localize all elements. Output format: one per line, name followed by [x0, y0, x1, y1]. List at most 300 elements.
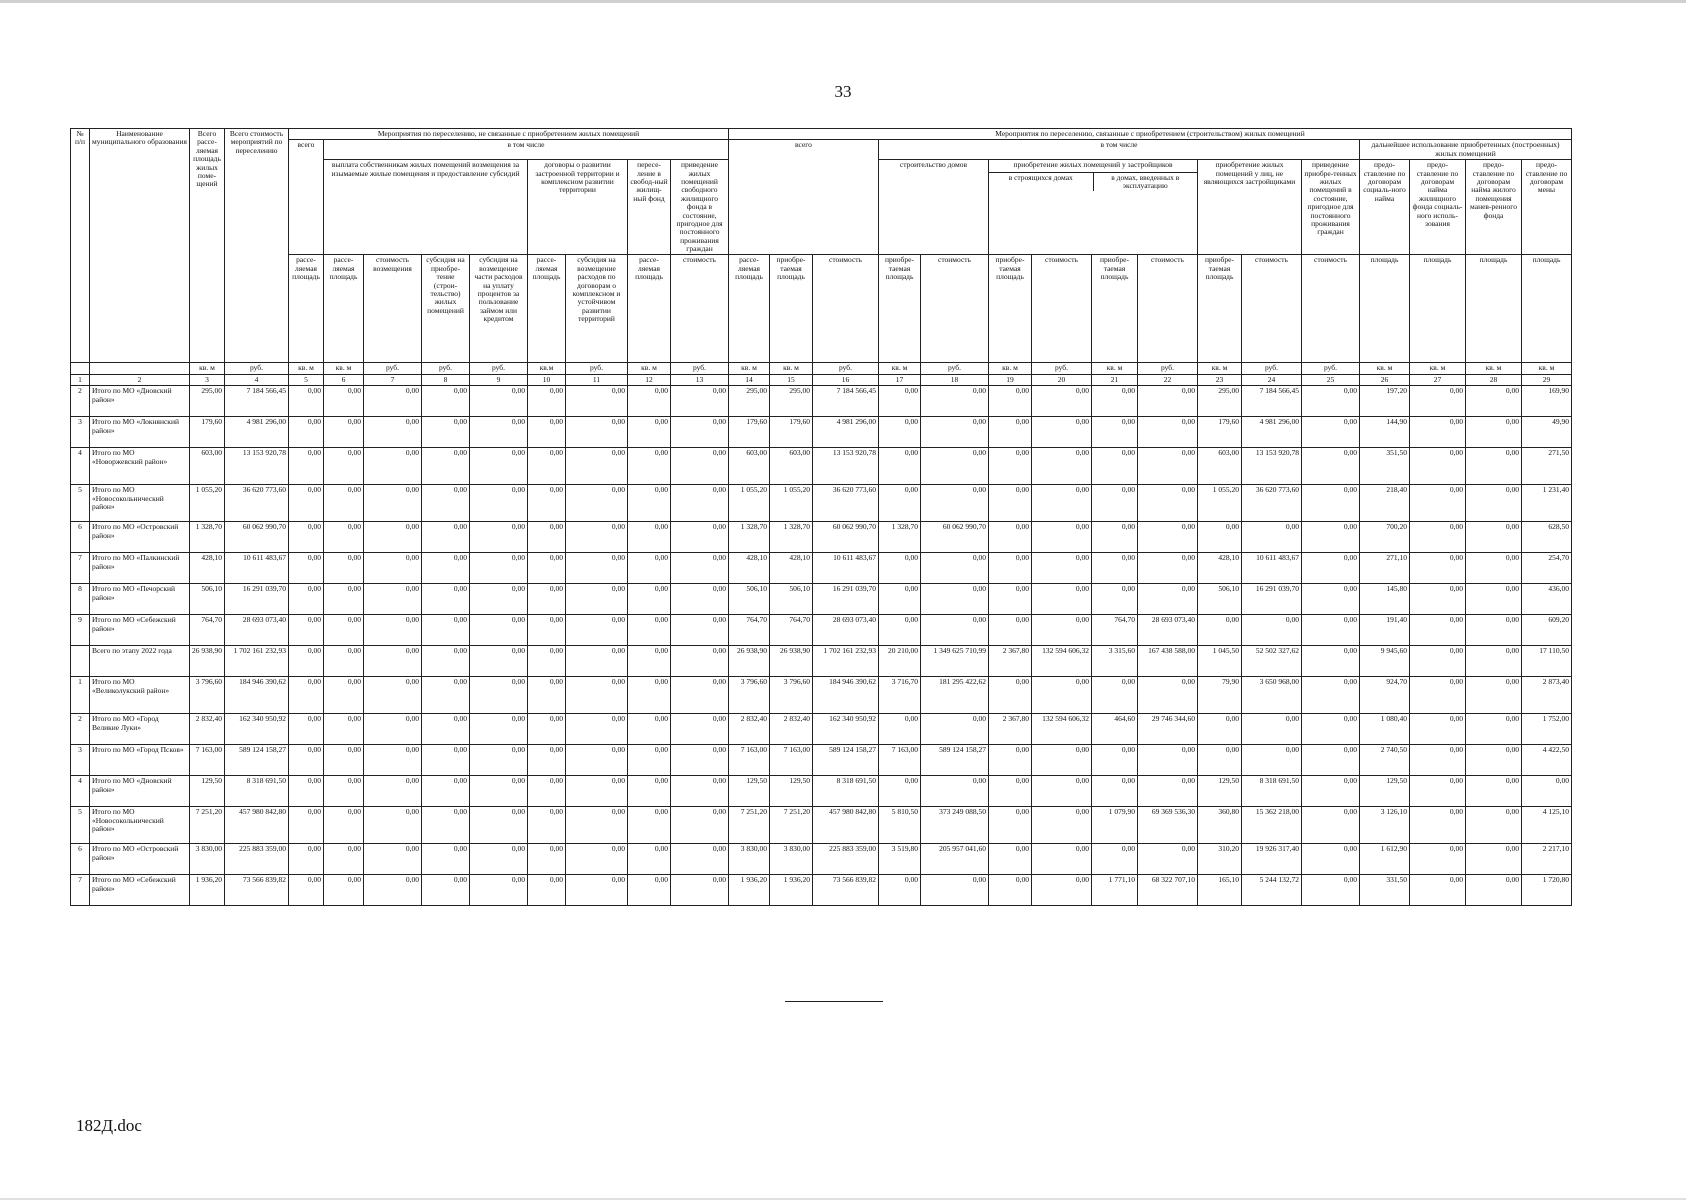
table-cell: 0,00: [1302, 386, 1360, 417]
table-cell: 0,00: [1302, 448, 1360, 485]
table-cell: 1 702 161 232,93: [813, 646, 879, 677]
table-cell: 0,00: [422, 615, 470, 646]
table-cell: 0,00: [1466, 584, 1522, 615]
header-bring-acquired: приведение приобре-тенных жилых помещений в состояние, пригодное для постоянного проживания граждан: [1302, 160, 1360, 255]
table-cell: 428,10: [729, 553, 770, 584]
table-cell: 0,00: [1410, 417, 1466, 448]
table-row: [71, 386, 1572, 417]
table-cell: 457 980 842,80: [813, 807, 879, 844]
column-number: 25: [1302, 374, 1360, 385]
table-cell: 0,00: [289, 553, 324, 584]
table-cell: 1 328,70: [729, 522, 770, 553]
table-row: [71, 714, 1572, 745]
table-cell: 0,00: [1466, 844, 1522, 875]
table-cell: 0,00: [470, 646, 528, 677]
table-cell: 79,90: [1198, 677, 1242, 714]
header-construction: строительство домов: [879, 160, 989, 255]
table-cell: 7 251,20: [729, 807, 770, 844]
table-row: [71, 646, 1572, 677]
table-cell: 0,00: [566, 807, 628, 844]
table-cell: 0,00: [989, 553, 1032, 584]
table-cell: 0,00: [1242, 615, 1302, 646]
table-cell: 0,00: [671, 615, 729, 646]
table-cell: 0,00: [989, 615, 1032, 646]
table-cell: 295,00: [729, 386, 770, 417]
header-vsego-acq: всего: [729, 140, 879, 255]
table-cell: 0,00: [1242, 745, 1302, 776]
table-cell: 2 832,40: [770, 714, 813, 745]
table-cell: 0,00: [422, 448, 470, 485]
table-cell: 8 318 691,50: [1242, 776, 1302, 807]
table-cell: 0,00: [566, 386, 628, 417]
table-row: [71, 615, 1572, 646]
units-row: [71, 363, 1572, 374]
table-cell: 0,00: [528, 807, 566, 844]
table-cell: 8 318 691,50: [813, 776, 879, 807]
column-number: 27: [1410, 374, 1466, 385]
table-cell: 4 981 296,00: [813, 417, 879, 448]
table-cell: 0,00: [879, 776, 921, 807]
column-number: 24: [1242, 374, 1302, 385]
table-cell: 2 832,40: [729, 714, 770, 745]
table-cell: 428,10: [1198, 553, 1242, 584]
table-cell: 0,00: [364, 844, 422, 875]
table-cell: 0,00: [989, 584, 1032, 615]
table-cell: 73 566 839,82: [813, 875, 879, 906]
header-c17: приобре-таемая площадь: [879, 255, 921, 363]
column-number: 19: [989, 374, 1032, 385]
table-cell: 0,00: [364, 646, 422, 677]
unit-cell: кв.м: [528, 363, 566, 374]
table-cell: 1 079,90: [1092, 807, 1138, 844]
table-cell: 0,00: [1032, 417, 1092, 448]
header-c26: площадь: [1360, 255, 1410, 363]
column-number: 5: [289, 374, 324, 385]
unit-cell: кв. м: [1092, 363, 1138, 374]
table-cell: 69 369 536,30: [1138, 807, 1198, 844]
table-cell: 0,00: [879, 386, 921, 417]
table-cell: 1 936,20: [729, 875, 770, 906]
unit-cell: кв. м: [1360, 363, 1410, 374]
table-cell: 0,00: [364, 807, 422, 844]
table-cell: 0,00: [1138, 553, 1198, 584]
table-cell: 0,00: [324, 714, 364, 745]
table-cell: 0,00: [1410, 615, 1466, 646]
column-number: 6: [324, 374, 364, 385]
table-cell: 0,00: [989, 875, 1032, 906]
unit-cell: руб.: [813, 363, 879, 374]
row-name: Итого по МО «Великолукский район»: [90, 677, 190, 714]
table-cell: 0,00: [470, 448, 528, 485]
table-cell: 0,00: [566, 646, 628, 677]
unit-cell: руб.: [1032, 363, 1092, 374]
column-number: 17: [879, 374, 921, 385]
table-cell: 764,70: [729, 615, 770, 646]
table-cell: 162 340 950,92: [225, 714, 289, 745]
table-cell: 0,00: [1032, 615, 1092, 646]
table-cell: 0,00: [1138, 448, 1198, 485]
table-cell: 0,00: [1410, 386, 1466, 417]
table-cell: 13 153 920,78: [813, 448, 879, 485]
table-cell: 0,00: [1302, 807, 1360, 844]
table-cell: 0,00: [422, 386, 470, 417]
column-number: 11: [566, 374, 628, 385]
header-c29: площадь: [1522, 255, 1572, 363]
table-cell: 0,00: [1410, 844, 1466, 875]
header-c11: субсидия на возмещение расходов по договорам о комплексном и устойчивом развитии территорий: [566, 255, 628, 363]
table-cell: 0,00: [1032, 776, 1092, 807]
table-cell: 360,80: [1198, 807, 1242, 844]
unit-cell: кв. м: [1522, 363, 1572, 374]
table-cell: 0,00: [422, 553, 470, 584]
table-cell: 184 946 390,62: [225, 677, 289, 714]
table-cell: 0,00: [1466, 677, 1522, 714]
header-name: Наименование муниципального образования: [90, 129, 190, 363]
table-cell: 0,00: [528, 844, 566, 875]
unit-cell: руб.: [225, 363, 289, 374]
table-cell: 0,00: [628, 485, 671, 522]
table-cell: 3 796,60: [729, 677, 770, 714]
table-cell: 0,00: [879, 485, 921, 522]
table-row: [71, 485, 1572, 522]
row-number: 4: [71, 776, 90, 807]
row-number: 4: [71, 448, 90, 485]
table-cell: 13 153 920,78: [1242, 448, 1302, 485]
table-cell: 0,00: [1092, 844, 1138, 875]
table-cell: 3 796,60: [770, 677, 813, 714]
table-cell: 603,00: [190, 448, 225, 485]
header-c14: рассе-ляемая площадь: [729, 255, 770, 363]
table-cell: 0,00: [671, 522, 729, 553]
table-cell: 0,00: [324, 807, 364, 844]
table-cell: 0,00: [1466, 615, 1522, 646]
table-cell: 3 830,00: [190, 844, 225, 875]
table-cell: 1 055,20: [729, 485, 770, 522]
table-cell: 603,00: [770, 448, 813, 485]
table-cell: 0,00: [1302, 875, 1360, 906]
table-cell: 0,00: [1522, 776, 1572, 807]
table-cell: 0,00: [1466, 553, 1522, 584]
row-name: Итого по МО «Островский район»: [90, 522, 190, 553]
table-cell: 60 062 990,70: [225, 522, 289, 553]
table-cell: 0,00: [1198, 745, 1242, 776]
table-cell: 0,00: [364, 714, 422, 745]
row-name: Итого по МО «Город Псков»: [90, 745, 190, 776]
table-cell: 218,40: [1360, 485, 1410, 522]
unit-cell: руб.: [921, 363, 989, 374]
table-cell: 0,00: [671, 875, 729, 906]
header-further-use: дальнейшее использование приобретенных (построенных) жилых помещений: [1360, 140, 1572, 160]
table-cell: 271,10: [1360, 553, 1410, 584]
table-cell: 589 124 158,27: [813, 745, 879, 776]
unit-cell: руб.: [1242, 363, 1302, 374]
table-cell: 0,00: [528, 448, 566, 485]
table-cell: 0,00: [324, 584, 364, 615]
table-cell: 17 110,50: [1522, 646, 1572, 677]
unit-cell: кв. м: [1198, 363, 1242, 374]
row-name: Итого по МО «Новоржевский район»: [90, 448, 190, 485]
table-cell: 36 620 773,60: [813, 485, 879, 522]
table-cell: 351,50: [1360, 448, 1410, 485]
table-cell: 10 611 483,67: [813, 553, 879, 584]
table-cell: 0,00: [1466, 646, 1522, 677]
table-cell: 0,00: [364, 386, 422, 417]
table-cell: 60 062 990,70: [813, 522, 879, 553]
table-cell: 0,00: [528, 646, 566, 677]
table-cell: 129,50: [1360, 776, 1410, 807]
table-cell: 144,90: [1360, 417, 1410, 448]
table-cell: 0,00: [1092, 677, 1138, 714]
table-cell: 0,00: [566, 745, 628, 776]
row-number: 3: [71, 417, 90, 448]
table-cell: 0,00: [289, 844, 324, 875]
header-area-total: Всего рассе-ляемая площадь жилых поме-щений: [190, 129, 225, 363]
footer-file-name: 182Д.doc: [76, 1116, 142, 1135]
table-cell: 3 796,60: [190, 677, 225, 714]
table-cell: 0,00: [566, 776, 628, 807]
table-cell: 506,10: [1198, 584, 1242, 615]
table-cell: 0,00: [879, 417, 921, 448]
table-cell: 0,00: [1466, 448, 1522, 485]
table-cell: 0,00: [921, 615, 989, 646]
table-cell: 1 936,20: [770, 875, 813, 906]
table-cell: 0,00: [1032, 386, 1092, 417]
table-cell: 0,00: [470, 776, 528, 807]
header-c27: площадь: [1410, 255, 1466, 363]
column-number: 26: [1360, 374, 1410, 385]
table-cell: 0,00: [1410, 485, 1466, 522]
table-row: [71, 448, 1572, 485]
table-cell: 0,00: [671, 485, 729, 522]
table-cell: 0,00: [566, 615, 628, 646]
table-cell: 0,00: [671, 448, 729, 485]
row-number: 9: [71, 615, 90, 646]
table-cell: 7 184 566,45: [1242, 386, 1302, 417]
table-cell: 0,00: [364, 448, 422, 485]
table-cell: 3 315,60: [1092, 646, 1138, 677]
table-cell: 0,00: [921, 776, 989, 807]
resettlement-table: [70, 128, 1572, 906]
table-cell: 0,00: [1138, 417, 1198, 448]
table-cell: 0,00: [566, 522, 628, 553]
table-cell: 0,00: [1302, 844, 1360, 875]
table-cell: 2 367,80: [989, 714, 1032, 745]
table-cell: 0,00: [1138, 386, 1198, 417]
table-cell: 0,00: [289, 584, 324, 615]
table-cell: 0,00: [1032, 584, 1092, 615]
table-cell: 0,00: [289, 615, 324, 646]
header-group-acquisition: Мероприятия по переселению, связанные с приобретением (строительством) жилых помещений: [729, 129, 1572, 140]
table-cell: 0,00: [1302, 553, 1360, 584]
table-cell: 0,00: [921, 485, 989, 522]
table-cell: 9 945,60: [1360, 646, 1410, 677]
table-cell: 0,00: [289, 745, 324, 776]
column-number: 15: [770, 374, 813, 385]
table-cell: 0,00: [1466, 745, 1522, 776]
table-cell: 0,00: [422, 745, 470, 776]
table-cell: 1 752,00: [1522, 714, 1572, 745]
table-cell: 0,00: [1138, 844, 1198, 875]
table-cell: 0,00: [1410, 553, 1466, 584]
table-header: [71, 129, 1572, 386]
table-cell: 0,00: [422, 522, 470, 553]
table-cell: 1 349 625 710,99: [921, 646, 989, 677]
table-cell: 0,00: [1302, 745, 1360, 776]
header-c9: субсидия на возмещение части расходов на уплату процентов за пользование займом или кредитом: [470, 255, 528, 363]
header-acq-developers-label: приобретение жилых помещений у застройщиков: [1013, 160, 1173, 170]
table-cell: 0,00: [422, 875, 470, 906]
table-cell: 0,00: [364, 417, 422, 448]
table-cell: 0,00: [989, 417, 1032, 448]
table-cell: 10 611 483,67: [1242, 553, 1302, 584]
row-number: 5: [71, 807, 90, 844]
table-cell: 0,00: [528, 386, 566, 417]
table-cell: 0,00: [628, 646, 671, 677]
header-c5: рассе-ляемая площадь: [289, 255, 324, 363]
table-cell: 506,10: [729, 584, 770, 615]
table-cell: 169,90: [1522, 386, 1572, 417]
table-cell: 0,00: [1032, 448, 1092, 485]
column-number: 13: [671, 374, 729, 385]
table-cell: 3 830,00: [770, 844, 813, 875]
table-cell: 0,00: [470, 553, 528, 584]
column-number: 8: [422, 374, 470, 385]
table-cell: 0,00: [1138, 776, 1198, 807]
table-cell: 0,00: [324, 646, 364, 677]
table-cell: 0,00: [921, 584, 989, 615]
table-cell: 0,00: [628, 875, 671, 906]
table-cell: 4 422,50: [1522, 745, 1572, 776]
table-cell: 179,60: [190, 417, 225, 448]
table-body: [71, 386, 1572, 906]
row-number: 3: [71, 745, 90, 776]
table-cell: 19 926 317,40: [1242, 844, 1302, 875]
table-cell: 49,90: [1522, 417, 1572, 448]
table-cell: 0,00: [671, 646, 729, 677]
table-cell: 13 153 920,78: [225, 448, 289, 485]
table-cell: 0,00: [324, 776, 364, 807]
table-cell: 0,00: [671, 776, 729, 807]
table-cell: 0,00: [671, 677, 729, 714]
table-cell: 2 217,10: [1522, 844, 1572, 875]
header-no: № п/п: [71, 129, 90, 363]
table-cell: 129,50: [729, 776, 770, 807]
table-cell: 0,00: [528, 615, 566, 646]
table-cell: 15 362 218,00: [1242, 807, 1302, 844]
unit-cell: руб.: [1138, 363, 1198, 374]
table-cell: 0,00: [1092, 553, 1138, 584]
table-cell: 0,00: [528, 553, 566, 584]
table-cell: 1 328,70: [879, 522, 921, 553]
header-c10: рассе-ляемая площадь: [528, 255, 566, 363]
table-row: [71, 677, 1572, 714]
column-number: 4: [225, 374, 289, 385]
table-cell: 132 594 606,32: [1032, 714, 1092, 745]
header-in-that-acq: в том числе: [879, 140, 1360, 160]
column-number: 1: [71, 374, 90, 385]
header-contracts: договоры о развитии застроенной территории и комплексном развитии территории: [528, 160, 628, 255]
table-cell: 179,60: [729, 417, 770, 448]
row-name: Итого по МО «Дновский район»: [90, 776, 190, 807]
table-cell: 0,00: [1466, 776, 1522, 807]
table-cell: 0,00: [921, 714, 989, 745]
row-number: 5: [71, 485, 90, 522]
table-cell: 0,00: [1198, 615, 1242, 646]
table-cell: 0,00: [364, 875, 422, 906]
table-cell: 145,80: [1360, 584, 1410, 615]
table-cell: 0,00: [364, 485, 422, 522]
table-cell: 0,00: [566, 553, 628, 584]
table-cell: 0,00: [324, 615, 364, 646]
row-number: 2: [71, 714, 90, 745]
table-cell: 0,00: [921, 448, 989, 485]
table-cell: 0,00: [989, 522, 1032, 553]
table-cell: 0,00: [628, 386, 671, 417]
table-cell: 0,00: [879, 448, 921, 485]
header-c19: приобре-таемая площадь: [989, 255, 1032, 363]
table-cell: 295,00: [1198, 386, 1242, 417]
header-group-non-acquisition: Мероприятия по переселению, не связанные с приобретением жилых помещений: [289, 129, 729, 140]
table-cell: 0,00: [422, 485, 470, 522]
table-cell: 2 873,40: [1522, 677, 1572, 714]
table-cell: 0,00: [989, 745, 1032, 776]
table-cell: 7 251,20: [190, 807, 225, 844]
table-cell: 0,00: [671, 714, 729, 745]
table-cell: 0,00: [324, 875, 364, 906]
table-cell: 0,00: [422, 844, 470, 875]
table-cell: 10 611 483,67: [225, 553, 289, 584]
table-cell: 7 163,00: [190, 745, 225, 776]
table-cell: 0,00: [364, 677, 422, 714]
table-cell: 3 126,10: [1360, 807, 1410, 844]
column-number: 22: [1138, 374, 1198, 385]
table-cell: 0,00: [422, 646, 470, 677]
table-cell: 1 231,40: [1522, 485, 1572, 522]
table-cell: 0,00: [566, 875, 628, 906]
unit-cell: кв. м: [879, 363, 921, 374]
page-number: 33: [834, 82, 852, 101]
row-number: [71, 646, 90, 677]
column-number: 9: [470, 374, 528, 385]
table-cell: 8 318 691,50: [225, 776, 289, 807]
unit-cell: руб.: [671, 363, 729, 374]
column-number: 7: [364, 374, 422, 385]
table-cell: 7 163,00: [729, 745, 770, 776]
table-cell: 0,00: [1466, 386, 1522, 417]
table-cell: 0,00: [989, 807, 1032, 844]
table-cell: 165,10: [1198, 875, 1242, 906]
row-number: 7: [71, 553, 90, 584]
table-cell: 0,00: [989, 386, 1032, 417]
header-social-hire: предо-ставление по договорам социаль-ного найма: [1360, 160, 1410, 255]
table-row: [71, 417, 1572, 448]
column-number: 10: [528, 374, 566, 385]
table-cell: 26 938,90: [770, 646, 813, 677]
table-cell: 20 210,00: [879, 646, 921, 677]
column-number: 21: [1092, 374, 1138, 385]
table-cell: 331,50: [1360, 875, 1410, 906]
table-cell: 0,00: [628, 522, 671, 553]
header-c8: субсидия на приобре-тение (строи-тельство) жилых помещений: [422, 255, 470, 363]
table-cell: 4 981 296,00: [1242, 417, 1302, 448]
table-cell: 0,00: [1032, 553, 1092, 584]
table-cell: 0,00: [528, 875, 566, 906]
table-cell: 0,00: [1302, 776, 1360, 807]
table-cell: 0,00: [628, 844, 671, 875]
table-cell: 0,00: [1410, 448, 1466, 485]
table-cell: 0,00: [1138, 485, 1198, 522]
table-cell: 0,00: [628, 714, 671, 745]
